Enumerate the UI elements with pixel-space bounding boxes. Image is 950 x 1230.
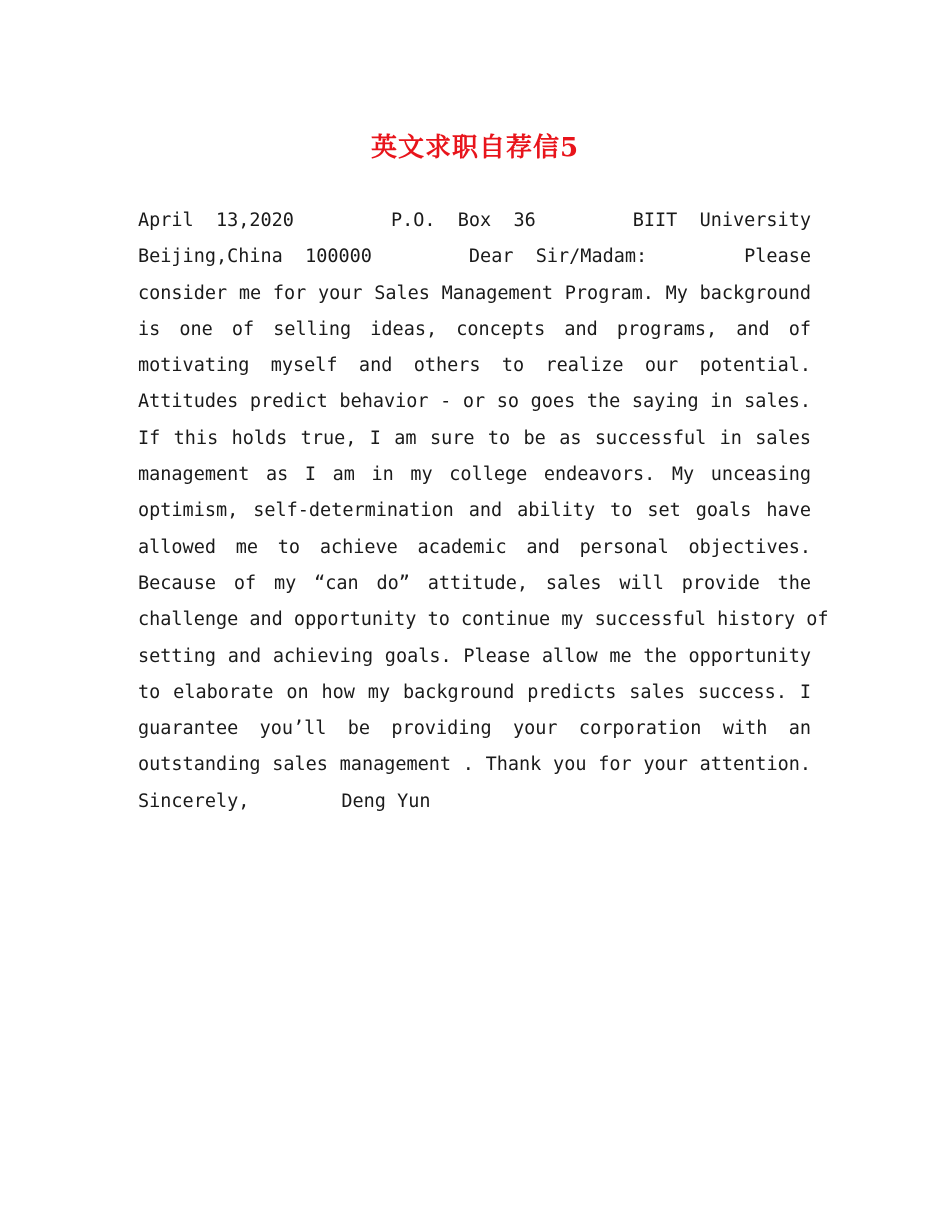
closing-line [138,784,811,820]
body-line: Attitudes predict behavior - or so goes the saying in sales. [138,391,811,413]
document-title: 英文求职自荐信5 [370,133,580,163]
salutation: Dear Sir/Madam: [468,246,648,268]
po-box: P.O. Box 36 [390,210,536,231]
body-line: to elaborate on how my background predicts sales success. I [138,681,811,703]
header-line-2 [138,239,811,275]
body-line: consider me for your Sales Management Program. My background [138,282,811,304]
letter-body [138,203,829,820]
letter-date: April 13,2020 [138,210,294,231]
city-postcode: Beijing,China 100000 [138,246,372,268]
body-line: management as I am in my college endeavors. My unceasing [138,464,811,486]
signature-name: Deng Yun [341,790,431,812]
body-line: motivating myself and others to realize our potential. [138,355,811,377]
body-line: challenge and opportunity to continue my successful history of [138,609,829,631]
body-line: If this holds true, I am sure to be as successful in sales [138,427,811,449]
body-line: allowed me to achieve academic and personal objectives. [138,536,811,558]
body-line: is one of selling ideas, concepts and programs, and of [138,318,811,340]
paragraph-start: Please [744,246,811,268]
body-line: Because of my “can do” attitude, sales will provide the [138,572,811,594]
university-name: BIIT University [632,210,811,231]
header-line-1 [138,203,811,239]
body-line: setting and achieving goals. Please allow me the opportunity [138,645,811,667]
body-line: guarantee you’ll be providing your corporation with an [138,718,811,740]
body-line: outstanding sales management . Thank you for your attention. [138,754,811,776]
body-line: optimism, self-determination and ability to set goals have [138,500,811,522]
closing: Sincerely, [138,790,250,812]
